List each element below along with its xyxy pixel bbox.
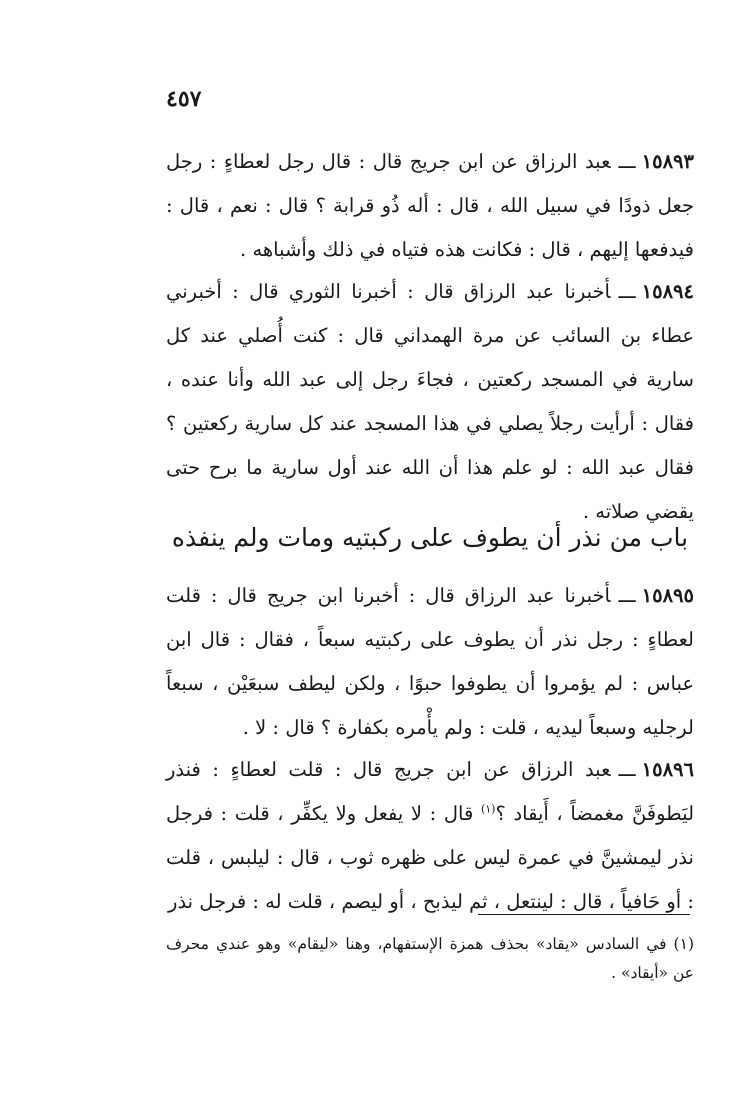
hadith-entry-15896 — [166, 748, 694, 924]
chapter-heading: باب من نذر أن يطوف على ركبتيه ومات ولم ينفذه — [171, 523, 689, 552]
page-number: ٤٥٧ — [166, 86, 202, 112]
hadith-text: عبد الرزاق عن ابن جريج قال : قلت لعطاءٍ : فنذر ليَطوفَنَّ مغمضاً ، أَيقاد ؟ — [166, 758, 695, 825]
hadith-paragraph — [166, 574, 694, 750]
hadith-paragraph — [166, 270, 694, 534]
dash-separator: ـــ — [618, 280, 636, 303]
footnote-text: (١) في السادس «يقاد» بحذف همزة الإستفهام، وهنا «ليقام» وهو عندي محرف عن «أيقاد» . — [166, 935, 694, 982]
hadith-number: ١٥٨٩٣ — [641, 150, 694, 173]
dash-separator: ـــ — [618, 758, 636, 781]
hadith-entry-15895 — [166, 574, 694, 750]
footnote-divider — [478, 914, 690, 915]
footnote-marker: (١) — [480, 802, 496, 816]
hadith-entry-15893 — [166, 140, 694, 272]
hadith-text: عبد الرزاق عن ابن جريج قال : قال رجل لعطاءٍ : رجل جعل ذودًا في سبيل الله ، قال : أله ذُو قرابة ؟ قال : نعم ، قال : فيدفعها إليهم ، قال : فكانت هذه فتياه في ذلك وأشباهه . — [166, 150, 694, 261]
hadith-number: ١٥٨٩٦ — [641, 758, 694, 781]
hadith-number: ١٥٨٩٥ — [641, 584, 694, 607]
footnote — [166, 930, 694, 988]
hadith-text-continued: قال : لا يفعل ولا يكفِّر ، قلت : فرجل نذر ليمشينَّ في عمرة ليس على ظهره ثوب ، قال : ليلبس ، قلت : أو حَافياً ، قال : لينتعل ، ثم ليذبح ، أو ليصم ، قلت له : فرجل نذر — [166, 802, 694, 913]
hadith-paragraph — [166, 140, 694, 272]
hadith-paragraph — [166, 748, 694, 924]
dash-separator: ـــ — [618, 584, 636, 607]
hadith-text: أخبرنا عبد الرزاق قال : أخبرنا ابن جريج قال : قلت لعطاءٍ : رجل نذر أن يطوف على ركبتيه سبعاً ، فقال : قال ابن عباس : لم يؤمروا أن يطوفوا حبوًا ، ولكن ليطف سبعَيْن ، سبعاً لرجليه وسبعاً ليديه ، قلت : ولم يأْمره بكفارة ؟ قال : لا . — [166, 584, 694, 739]
dash-separator: ـــ — [618, 150, 636, 173]
hadith-number: ١٥٨٩٤ — [641, 280, 694, 303]
hadith-text: أخبرنا عبد الرزاق قال : أخبرنا الثوري قال : أخبرني عطاء بن السائب عن مرة الهمداني قال : كنت أُصلي عند كل سارية في المسجد ركعتين ، فجاءَ رجل إلى عبد الله وأنا عنده ، فقال : أرأيت رجلاً يصلي في هذا المسجد عند كل سارية ركعتين ؟ فقال عبد الله : لو علم هذا أن الله عند أول سارية ما برح حتى يقضي صلاته . — [166, 280, 694, 523]
hadith-entry-15894 — [166, 270, 694, 534]
